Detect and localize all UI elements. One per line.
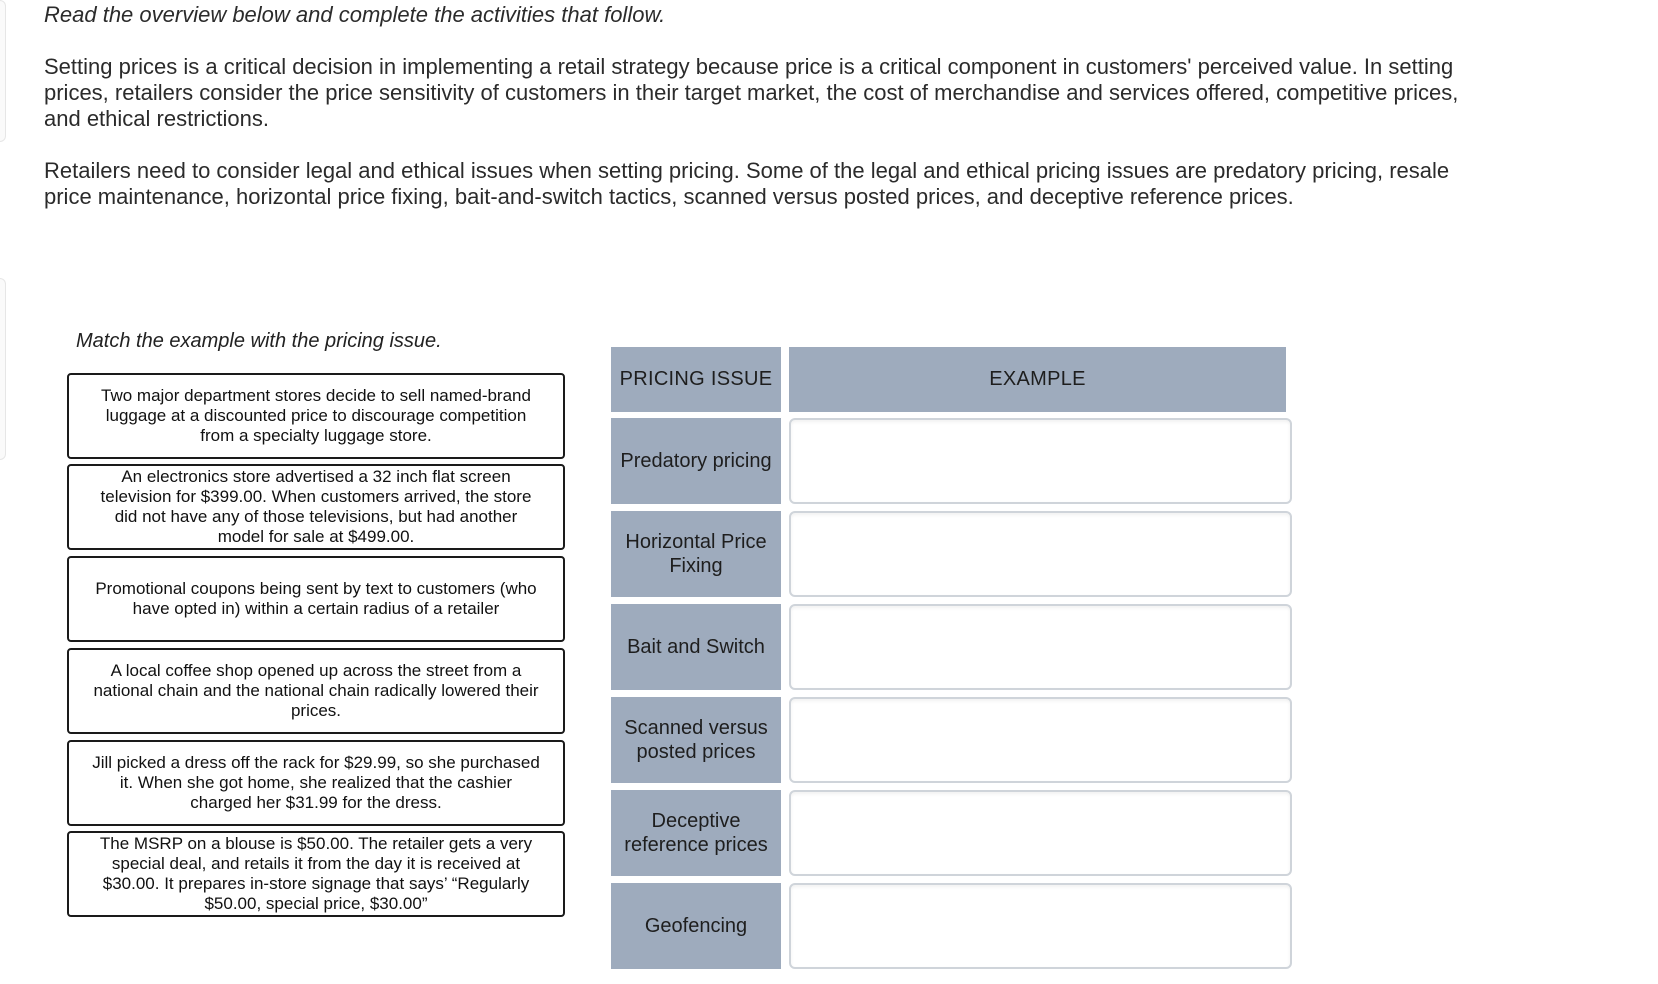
example-drop-zone[interactable]	[789, 790, 1292, 876]
pricing-issue-header: PRICING ISSUE	[611, 347, 781, 412]
example-card-text: Jill picked a dress off the rack for $29.99, so she purchased it. When she got home, she realized that the cashier charged her $31.99 for the dress.	[92, 753, 540, 812]
example-card[interactable]	[67, 556, 565, 642]
example-card-text: Promotional coupons being sent by text to customers (who have opted in) within a certain radius of a retailer	[95, 579, 537, 618]
example-card[interactable]	[67, 464, 565, 550]
example-card-text: Two major department stores decide to sell named-brand luggage at a discounted price to discourage competition from a specialty luggage store.	[101, 386, 531, 445]
example-drop-zone[interactable]	[789, 604, 1292, 690]
example-header: EXAMPLE	[789, 347, 1286, 412]
pricing-issue-cell: Bait and Switch	[611, 604, 781, 690]
pricing-issue-cell: Scanned versus posted prices	[611, 697, 781, 783]
pricing-issue-cell: Horizontal Price Fixing	[611, 511, 781, 597]
pricing-issue-cell: Geofencing	[611, 883, 781, 969]
left-edge-tab	[0, 278, 6, 460]
example-drop-zone[interactable]	[789, 697, 1292, 783]
example-card-text: The MSRP on a blouse is $50.00. The retailer gets a very special deal, and retails it from the day it is received at $30.00. It prepares in-store signage that says’ “Regularly $50.00, special price, $30.00”	[99, 834, 533, 913]
overview-paragraph: Retailers need to consider legal and ethical issues when setting pricing. Some of the legal and ethical pricing issues are predatory pricing, resale price maintenance, horizontal price fixing, bait-and-switch tactics, scanned versus posted prices, and deceptive reference prices.	[44, 158, 1450, 209]
left-edge-tab	[0, 0, 6, 142]
example-card[interactable]	[67, 831, 565, 917]
overview-section	[44, 2, 1464, 236]
pricing-issue-cell: Deceptive reference prices	[611, 790, 781, 876]
example-card-text: An electronics store advertised a 32 inch flat screen television for $399.00. When customers arrived, the store did not have any of those televisions, but had another model for sale at $499.00.	[100, 467, 532, 546]
example-card[interactable]	[67, 648, 565, 734]
example-drop-zone[interactable]	[789, 883, 1292, 969]
example-card[interactable]	[67, 373, 565, 459]
overview-instruction: Read the overview below and complete the activities that follow.	[44, 2, 666, 27]
example-drop-zone[interactable]	[789, 418, 1292, 504]
example-card-text: A local coffee shop opened up across the street from a national chain and the national chain radically lowered their prices.	[93, 661, 539, 720]
example-drop-zone[interactable]	[789, 511, 1292, 597]
activity-prompt: Match the example with the pricing issue.	[76, 330, 442, 352]
pricing-issue-cell: Predatory pricing	[611, 418, 781, 504]
overview-paragraph: Setting prices is a critical decision in implementing a retail strategy because price is a critical component in customers' perceived value. In setting prices, retailers consider the price sensitivity of customers in their target market, the cost of merchandise and services offered, competitive prices, and ethical restrictions.	[44, 54, 1459, 131]
example-card[interactable]	[67, 740, 565, 826]
